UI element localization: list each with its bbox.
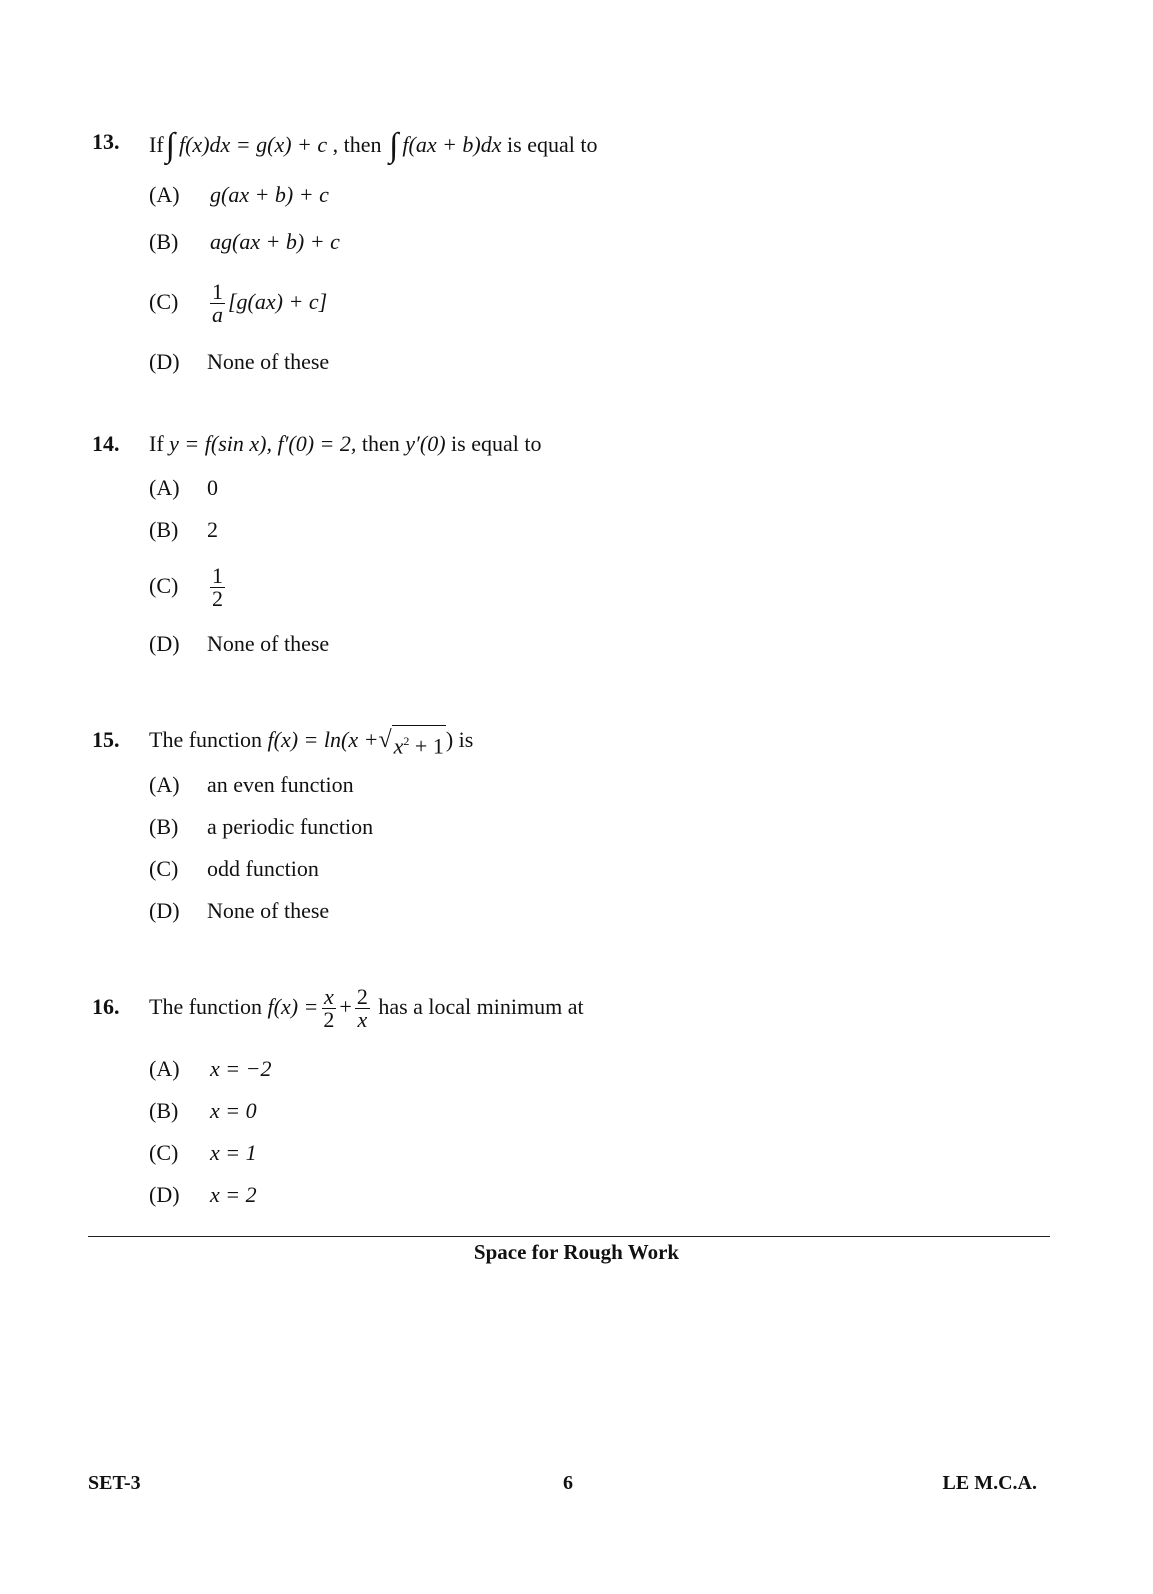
fraction: $\frac{x}{2}$	[323, 984, 335, 1033]
option-label: (B)	[149, 517, 179, 542]
stem-text: If	[149, 431, 164, 456]
question-stem	[92, 122, 1052, 162]
option-b	[92, 221, 1052, 263]
option-d	[92, 1174, 1052, 1216]
question-number: 13.	[92, 129, 120, 154]
option-label: (C)	[149, 1140, 179, 1165]
question-stem: 16. The function f(x) = $\frac{x}{2}$ + $\frac{2}{x}$ has a local minimum at	[92, 984, 584, 1033]
option-a	[92, 467, 1052, 509]
stem-expression: y = f(sin x), f′(0) = 2,	[169, 431, 357, 456]
option-b	[92, 806, 1052, 848]
stem-text: is	[458, 727, 474, 752]
fraction: $\frac{1}{2}$	[212, 563, 223, 612]
footer-set: SET-3	[88, 1472, 141, 1494]
option-a	[92, 764, 1052, 806]
question-number: 14.	[92, 431, 120, 456]
option-label: (C)	[149, 856, 179, 881]
option-d	[92, 890, 1052, 932]
option-label: (C)	[149, 573, 179, 598]
option-d	[92, 341, 1052, 383]
square-root: √ $x^2 + 1$	[378, 725, 445, 761]
option-text: [g(ax) + c]	[228, 289, 328, 314]
question-number: 15.	[92, 727, 120, 752]
option-d	[92, 623, 1052, 665]
option-text: None of these	[207, 898, 330, 923]
stem-expression: y′(0)	[405, 431, 446, 456]
stem-expression: f(x) = ln(x +	[267, 727, 379, 752]
stem-expression: f(ax + b)dx	[402, 132, 502, 157]
stem-text: then	[361, 431, 400, 456]
stem-expression: f(x)dx = g(x) + c	[178, 132, 328, 157]
stem-expression: f(x) =	[267, 994, 319, 1019]
integral-sign: ∫	[389, 127, 399, 164]
option-label: (D)	[149, 1182, 180, 1207]
stem-text: has a local minimum at	[378, 994, 584, 1019]
option-label: (A)	[149, 772, 180, 797]
option-text: x = 2	[210, 1182, 257, 1207]
fraction: $\frac{1}{a}$	[212, 279, 223, 328]
stem-text: is equal to	[451, 431, 542, 456]
stem-text: , then	[332, 132, 382, 157]
divider	[88, 1236, 1050, 1237]
option-b	[92, 1090, 1052, 1132]
question-number: 16.	[92, 994, 120, 1019]
option-text: an even function	[207, 772, 354, 797]
option-text: None of these	[207, 349, 330, 374]
page-number: 6	[563, 1472, 573, 1494]
option-text: 0	[207, 475, 218, 500]
option-label: (D)	[149, 349, 180, 374]
option-label: (A)	[149, 1056, 180, 1081]
option-label: (D)	[149, 631, 180, 656]
option-c	[92, 848, 1052, 890]
question-15	[92, 720, 1052, 932]
option-label: (C)	[149, 289, 179, 314]
question-14	[92, 424, 1052, 665]
rough-work-heading: Space for Rough Work	[473, 1240, 680, 1264]
option-text: None of these	[207, 631, 330, 656]
option-text: odd function	[207, 856, 319, 881]
question-16	[92, 984, 1052, 1216]
footer-course: LE M.C.A.	[942, 1472, 1037, 1494]
option-label: (B)	[149, 814, 179, 839]
option-c	[92, 563, 1052, 612]
stem-text: The function	[149, 994, 263, 1019]
option-text: g(ax + b) + c	[210, 182, 329, 207]
option-text: x = 1	[210, 1140, 257, 1165]
option-label: (B)	[149, 229, 179, 254]
option-c	[92, 279, 1052, 328]
option-label: (A)	[149, 182, 180, 207]
stem-text: is equal to	[507, 132, 598, 157]
stem-text: The function	[149, 727, 263, 752]
option-text: x = −2	[210, 1056, 272, 1081]
option-text: 2	[207, 517, 218, 542]
option-a	[92, 174, 1052, 216]
option-b	[92, 509, 1052, 551]
fraction: $\frac{2}{x}$	[356, 984, 368, 1033]
question-stem: 15. The function f(x) = ln(x + √ $x^2 + 1$ ) is	[92, 720, 1052, 760]
option-a	[92, 1048, 1052, 1090]
option-label: (A)	[149, 475, 180, 500]
integral-sign: ∫	[165, 127, 175, 164]
question-13	[92, 122, 1052, 383]
option-text: a periodic function	[207, 814, 374, 839]
option-text: ag(ax + b) + c	[210, 229, 340, 254]
question-stem	[92, 424, 1052, 464]
option-c	[92, 1132, 1052, 1174]
option-text: x = 0	[210, 1098, 257, 1123]
option-label: (D)	[149, 898, 180, 923]
stem-text: If	[149, 132, 164, 157]
option-label: (B)	[149, 1098, 179, 1123]
